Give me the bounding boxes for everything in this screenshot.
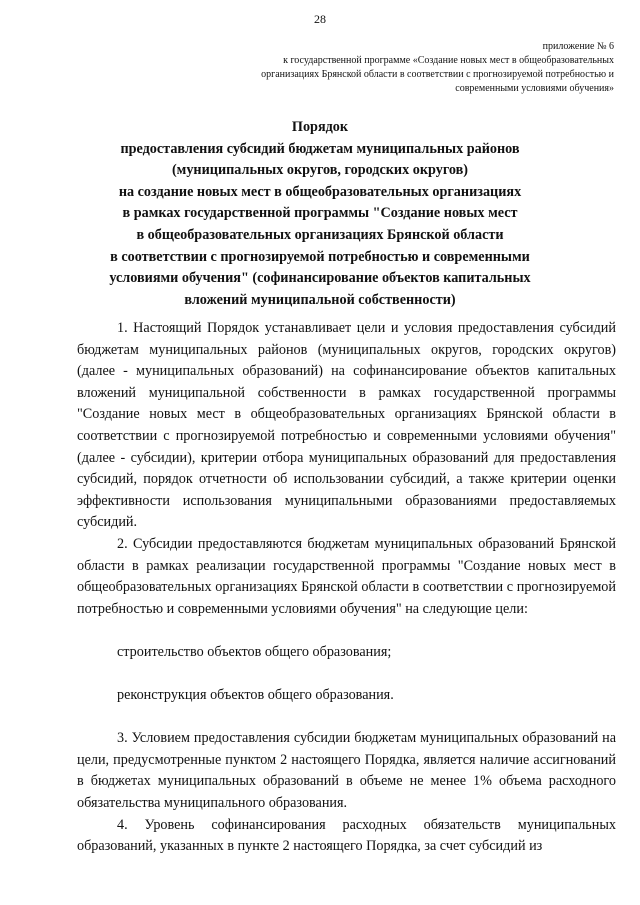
title-line-7: в соответствии с прогнозируемой потребностью и современными [110,248,530,265]
paragraph-2: 2. Субсидии предоставляются бюджетам муниципальных образований Брянской области в рамках реализации государственной программы "Создание новых мест в общеобразовательных организациях Брянской области в соответствии с прогнозируемой потребностью и современными условиями обучения" на следующие цели: [77,535,616,617]
document-body [77,318,616,858]
title-line-4: на создание новых мест в общеобразовательных организациях [118,183,522,200]
list-item: реконструкция объектов общего образования. [117,687,394,704]
title-line-9: вложений муниципальной собственности) [184,291,456,308]
paragraph-3: 3. Условием предоставления субсидии бюджетам муниципальных образований на цели, предусмотренные пунктом 2 настоящего Порядка, является наличие ассигнований в бюджетах муниципальных образований в объеме не менее 1% объема расходного обязательства муниципального образования. [77,730,616,812]
title-line-1: Порядок [291,119,349,135]
list-item: строительство объектов общего образования; [117,643,392,660]
appendix-header [214,40,614,96]
page-number: 28 [314,12,326,26]
title-line-3: (муниципальных округов, городских округов) [171,162,469,179]
appendix-line-3: организациях Брянской области в соответствии с прогнозируемой потребностью и [261,69,614,80]
title-line-6: в общеобразовательных организациях Брянской области [136,226,504,243]
paragraph-4: 4. Уровень софинансирования расходных обязательств муниципальных образований, указанных в пункте 2 настоящего Порядка, за счет субсидий из [77,816,616,855]
paragraph-1: 1. Настоящий Порядок устанавливает цели и условия предоставления субсидий бюджетам муниципальных районов (муниципальных округов, городских округов) (далее - муниципальных образований) на софинансирование объектов капитальных вложений муниципальной собственности в рамках государственной программы "Создание новых мест в общеобразовательных организациях Брянской области в соответствии с прогнозируемой потребностью и современными условиями обучения" (далее - субсидии), критерии отбора муниципальных образований для предоставления субсидий, порядок отчетности об использовании субсидий, а также критерии оценки эффективности использования муниципальными образованиями предоставляемых субсидий. [77,320,616,531]
appendix-line-4: современными условиями обучения» [455,83,614,94]
appendix-line-1: приложение № 6 [542,41,614,52]
appendix-line-2: к государственной программе «Создание новых мест в общеобразовательных [283,55,614,66]
title-line-2: предоставления субсидий бюджетам муниципальных районов [120,140,520,157]
document-title [60,117,580,311]
title-line-8: условиями обучения" (софинансирование объектов капитальных [109,270,531,287]
title-line-5: в рамках государственной программы "Создание новых мест [122,205,518,222]
